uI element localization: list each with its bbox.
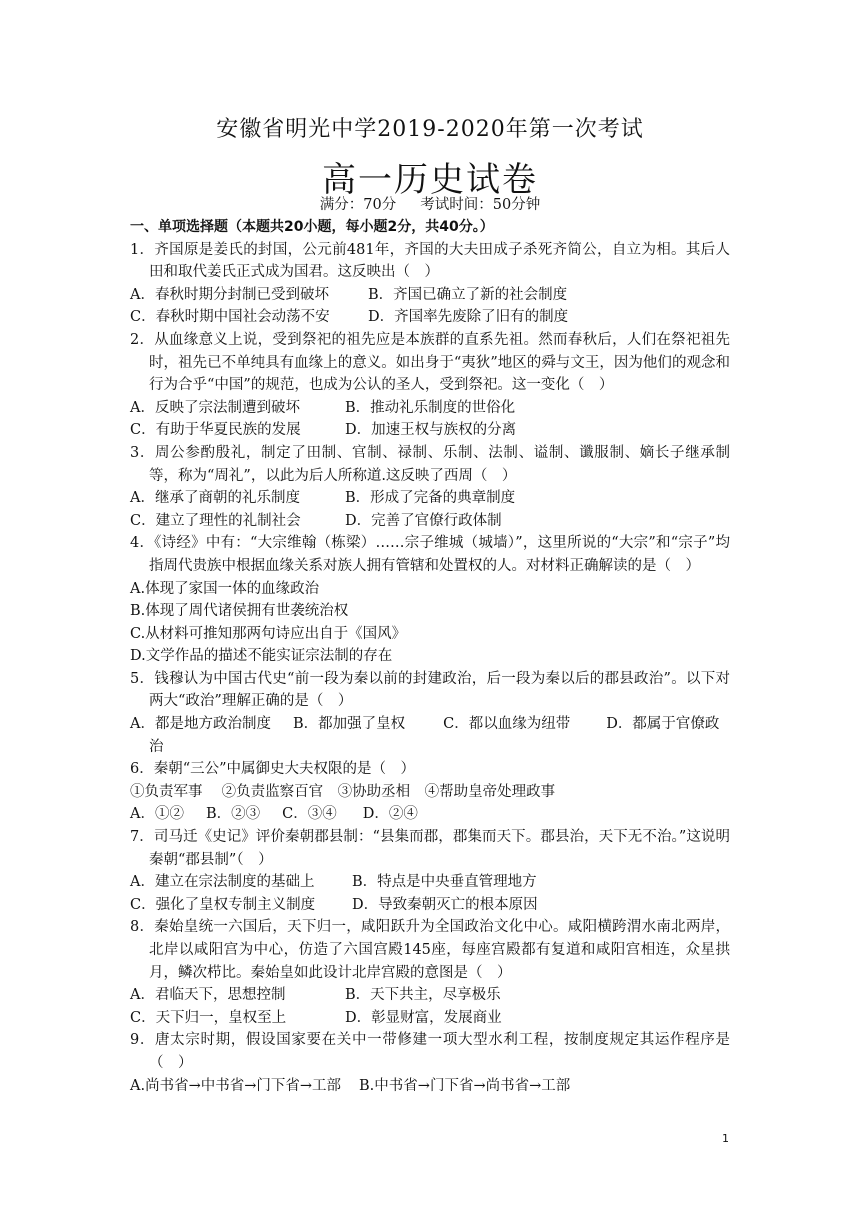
question-4-option-b: B.体现了周代诸侯拥有世袭统治权 (130, 603, 349, 620)
question-1-stem: 1．齐国原是姜氏的封国，公元前481年，齐国的大夫田成子杀死齐简公，自立为相。其后人田和取代姜氏正式成为国君。这反映出（ ） (130, 241, 730, 281)
question-8-option-a: A．君临天下，思想控制 (130, 987, 286, 1004)
score-info (0, 193, 860, 214)
question-7-options-row-1 (130, 871, 730, 894)
question-1-option-a: A．春秋时期分封制已受到破坏 (130, 286, 329, 303)
question-5-option-c: C．都以血缘为纽带 (443, 716, 571, 733)
question-3-stem: 3．周公参酌殷礼，制定了田制、官制、禄制、乐制、法制、谥制、谶服制、嫡长子继承制等，称为“周礼”，以此为后人所称道.这反映了西周（ ） (130, 444, 730, 484)
question-6-option-c: C．③④ (282, 806, 337, 823)
question-5-options (130, 713, 730, 758)
question-1-option-c: C．春秋时期中国社会动荡不安 (130, 309, 330, 326)
question-3-option-c: C．建立了理性的礼制社会 (130, 512, 301, 529)
question-7-option-d: D．导致秦朝灭亡的根本原因 (352, 896, 538, 913)
question-7-option-a: A．建立在宗法制度的基础上 (130, 874, 315, 891)
question-7-option-b: B．特点是中央垂直管理地方 (352, 874, 537, 891)
question-2-options-row-2 (130, 419, 730, 442)
question-8-options-row-1 (130, 984, 730, 1007)
question-6-stem: 6．秦朝“三公”中属御史大夫权限的是（ ） (130, 761, 416, 778)
question-7-options-row-2 (130, 894, 730, 917)
school-title: 安徽省明光中学2019-2020年第一次考试 (216, 117, 644, 142)
question-5-option-d: D．都属于官僚政治 (149, 716, 720, 755)
question-4-stem: 4．《诗经》中有：“大宗维翰（栋梁）……宗子维城（城墙）”，这里所说的“大宗”和“宗子”均指周代贵族中根据血缘关系对族人拥有管辖和处置权的人。对材料正确解读的是（ ） (130, 535, 730, 574)
exam-content (130, 216, 730, 1097)
question-9-stem: 9．唐太宗时期，假设国家要在关中一带修建一项大型水利工程，按制度规定其运作程序是（ ） (130, 1032, 730, 1071)
question-7-stem: 7．司马迁《史记》评价秦朝郡县制：“县集而郡，郡集而天下。郡县治，天下无不治。”这说明秦朝“郡县制”（ ） (130, 829, 730, 868)
question-5-option-a: A．都是地方政治制度 (130, 716, 271, 733)
question-2-stem: 2．从血缘意义上说，受到祭祀的祖先应是本族群的直系先祖。然而春秋后，人们在祭祀祖先时，祖先已不单纯具有血缘上的意义。如出身于“夷狄”地区的舜与文王，因为他们的观念和行为合乎“中国”的规范，也成为公认的圣人，受到祭祀。这一变化（ ） (130, 331, 730, 394)
paper-title: 高一历史试卷 (322, 160, 538, 200)
question-2-option-a: A．反映了宗法制遭到破坏 (130, 399, 300, 416)
question-8-options-row-2 (130, 1007, 730, 1030)
question-4-option-d: D.文学作品的描述不能实证宗法制的存在 (130, 648, 393, 665)
question-3-option-b: B．形成了完备的典章制度 (345, 490, 516, 507)
question-4-option-c: C.从材料可推知那两句诗应出自于《国风》 (130, 625, 407, 642)
question-1-option-d: D．齐国率先废除了旧有的制度 (368, 309, 569, 326)
question-6-options (130, 803, 730, 826)
question-1-options-row-2 (130, 306, 730, 329)
full-score: 满分：70分 (319, 197, 397, 213)
page-number: 1 (722, 1132, 729, 1145)
section-heading: 一、单项选择题（本题共20小题，每小题2分，共40分。） (130, 219, 494, 235)
question-2-option-d: D．加速王权与族权的分离 (345, 422, 517, 439)
question-6-option-a: A．①② (130, 806, 184, 823)
question-6-items: ①负责军事 ②负责监察百官 ③协助丞相 ④帮助皇帝处理政事 (130, 783, 556, 800)
question-6-option-b: B．②③ (205, 806, 261, 823)
question-7-option-c: C．强化了皇权专制主义制度 (130, 896, 316, 913)
question-2-option-c: C．有助于华夏民族的发展 (130, 422, 301, 439)
question-2-option-b: B．推动礼乐制度的世俗化 (345, 399, 516, 416)
question-8-stem: 8．秦始皇统一六国后，天下归一，咸阳跃升为全国政治文化中心。咸阳横跨渭水南北两岸，北岸以咸阳宫为中心，仿造了六国宫殿145座，每座宫殿都有复道和咸阳宫相连，众星拱月，鳞次栉比。秦始皇如此设计北岸宫殿的意图是（ ） (130, 919, 730, 981)
question-1-option-b: B．齐国已确立了新的社会制度 (368, 286, 568, 303)
question-3-option-d: D．完善了官僚行政体制 (345, 512, 502, 529)
question-9-option-b: B.中书省→门下省→尚书省→工部 (359, 1077, 571, 1094)
exam-time: 考试时间：50分钟 (420, 197, 541, 213)
question-3-option-a: A．继承了商朝的礼乐制度 (130, 490, 300, 507)
question-6-option-d: D．②④ (362, 806, 418, 823)
question-5-stem: 5．钱穆认为中国古代史“前一段为秦以前的封建政治，后一段为秦以后的郡县政治”。以下对两大“政治”理解正确的是（ ） (130, 670, 730, 710)
question-8-option-c: C．天下归一，皇权至上 (130, 1009, 287, 1026)
question-9-option-a: A.尚书省→中书省→门下省→工部 (130, 1077, 342, 1094)
question-2-options-row-1 (130, 397, 730, 420)
question-1-options-row-1 (130, 284, 730, 307)
question-9-options (130, 1075, 730, 1098)
question-4-option-a: A.体现了家国一体的血缘政治 (130, 580, 320, 597)
question-8-option-d: D．彰显财富，发展商业 (345, 1009, 502, 1026)
question-8-option-b: B．天下共主，尽享极乐 (345, 987, 501, 1004)
question-3-options-row-1 (130, 487, 730, 510)
question-3-options-row-2 (130, 510, 730, 533)
question-5-option-b: B．都加强了皇权 (292, 716, 406, 733)
